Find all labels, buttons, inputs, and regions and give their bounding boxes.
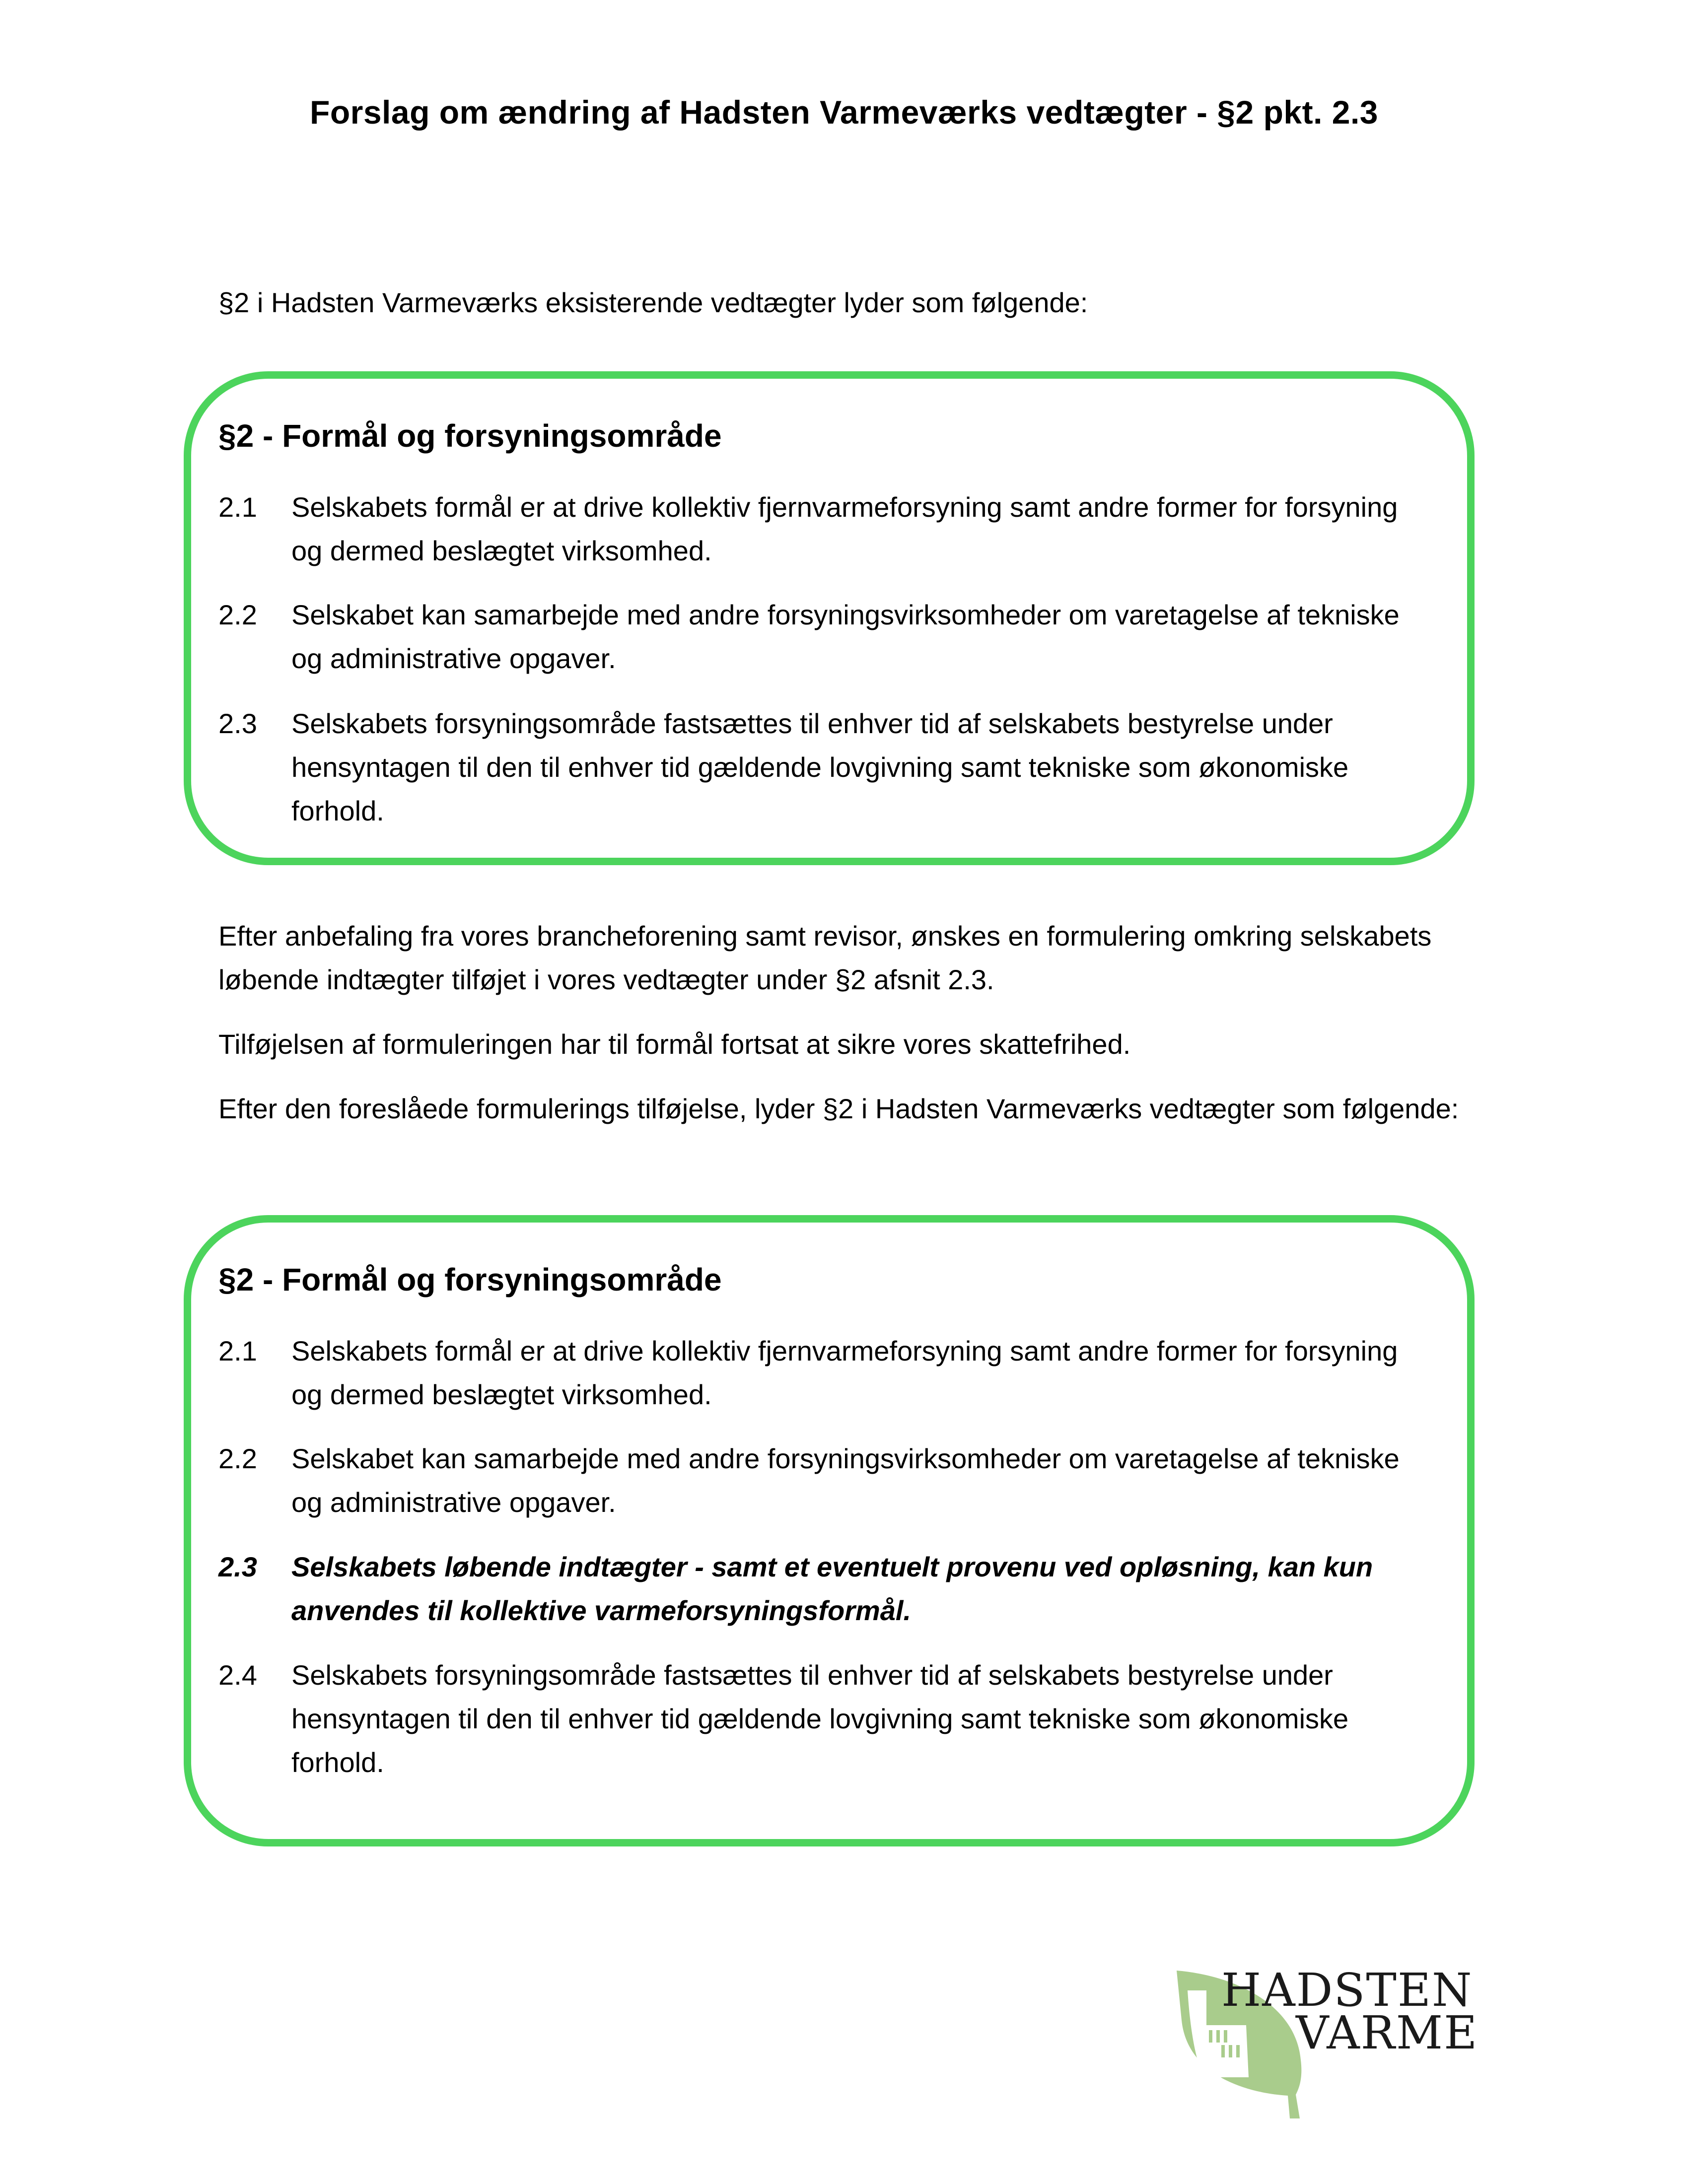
item-text: Selskabets løbende indtægter - samt et eventuelt provenu ved opløsning, kan kun anvendes til kollektive varmeforsyningsformål. [291,1551,1373,1626]
item-text: Selskabets forsyningsområde fastsættes til enhver tid af selskabets bestyrelse under hensyntagen til den til enhver tid gældende lovgivning samt tekniske som økonomiske forhold. [291,1659,1349,1778]
item-number: 2.4 [218,1659,257,1691]
section-item [218,593,1435,681]
body-paragraph: Efter den foreslåede formulerings tilføjelse, lyder §2 i Hadsten Varmeværks vedtægter som følgende: [218,1093,1459,1124]
section-item [218,702,1435,833]
document-title: Forslag om ændring af Hadsten Varmeværks vedtægter - §2 pkt. 2.3 [310,94,1378,131]
section-item [218,1437,1435,1524]
logo-line2: VARME [1296,2006,1478,2059]
section-item-new [218,1545,1435,1633]
section-heading: §2 - Formål og forsyningsområde [218,1262,722,1297]
body-paragraph: Tilføjelsen af formuleringen har til formål fortsat at sikre vores skattefrihed. [218,1028,1131,1060]
section-item [218,1653,1435,1784]
item-text: Selskabet kan samarbejde med andre forsyningsvirksomheder om varetagelse af tekniske og administrative opgaver. [291,1443,1400,1518]
current-section-box [184,371,1475,865]
item-number: 2.3 [218,708,257,739]
intro-paragraph: §2 i Hadsten Varmeværks eksisterende vedtægter lyder som følgende: [218,287,1088,318]
item-text: Selskabet kan samarbejde med andre forsyningsvirksomheder om varetagelse af tekniske og administrative opgaver. [291,599,1400,674]
proposed-section-box [184,1215,1475,1846]
item-text: Selskabets formål er at drive kollektiv fjernvarmeforsyning samt andre former for forsyning og dermed beslægtet virksomhed. [291,491,1398,566]
section-item [218,485,1435,573]
item-number: 2.1 [218,491,257,523]
section-heading: §2 - Formål og forsyningsområde [218,418,722,454]
item-text: Selskabets forsyningsområde fastsættes til enhver tid af selskabets bestyrelse under hensyntagen til den til enhver tid gældende lovgivning samt tekniske som økonomiske forhold. [291,708,1349,826]
body-paragraph: Efter anbefaling fra vores brancheforening samt revisor, ønskes en formulering omkring selskabets løbende indtægter tilføjet i vores vedtægter under §2 afsnit 2.3. [218,920,1432,995]
item-number: 2.3 [218,1551,257,1582]
item-number: 2.2 [218,599,257,630]
hadsten-varme-logo [1177,1961,1478,2100]
logo-line1: HADSTEN [1221,1964,1473,2017]
section-item [218,1329,1435,1417]
item-text: Selskabets formål er at drive kollektiv fjernvarmeforsyning samt andre former for forsyning og dermed beslægtet virksomhed. [291,1335,1398,1410]
item-number: 2.1 [218,1335,257,1366]
item-number: 2.2 [218,1443,257,1474]
